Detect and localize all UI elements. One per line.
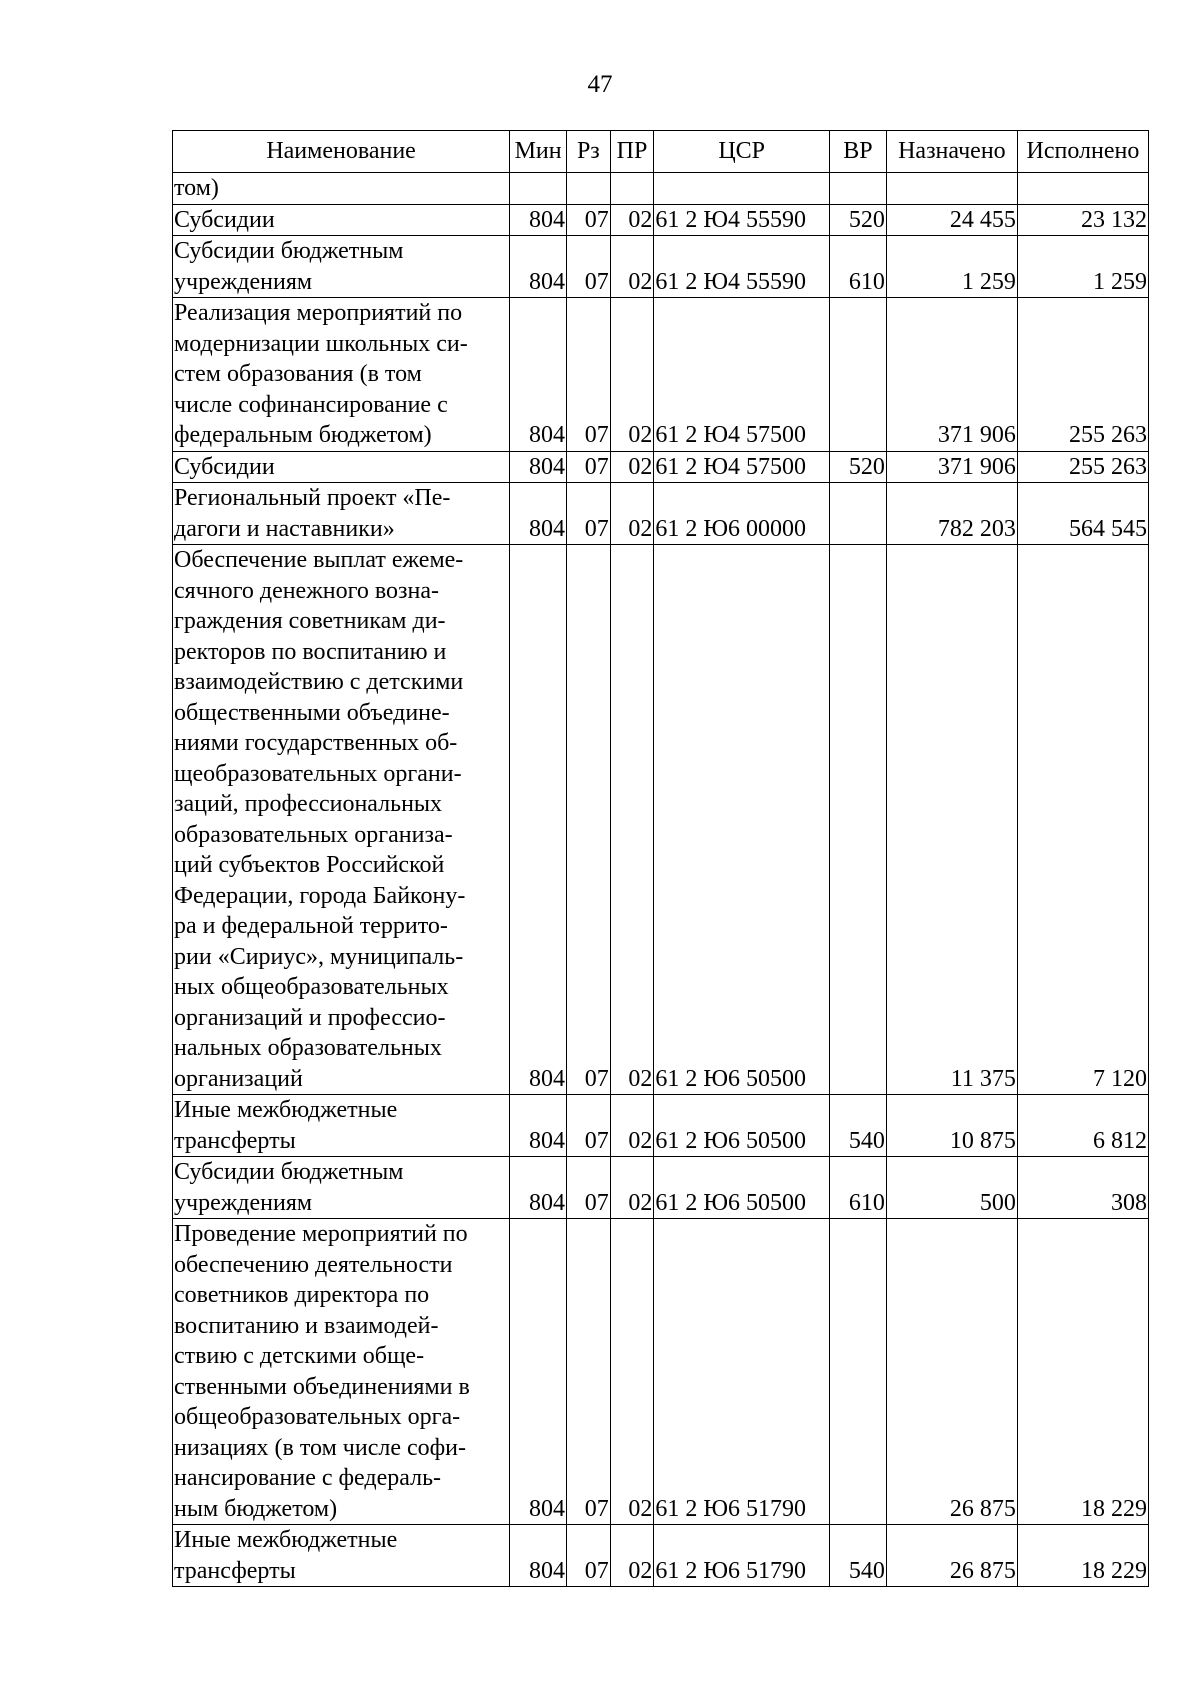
cell-executed: 255 263: [1017, 298, 1148, 452]
cell-pr: 02: [610, 451, 654, 483]
cell-min: [510, 173, 567, 205]
cell-name: Реализация мероприятий по модернизации школьных си- стем образования (в том числе софинансирование с федеральным бюджетом): [173, 298, 510, 452]
cell-assigned: 26 875: [886, 1525, 1017, 1587]
cell-vr: [830, 545, 887, 1095]
header-pr: ПР: [610, 131, 654, 173]
cell-pr: 02: [610, 1095, 654, 1157]
cell-csr: 61 2 Ю4 55590: [654, 204, 830, 236]
cell-vr: [830, 298, 887, 452]
cell-rz: 07: [567, 451, 611, 483]
cell-executed: 18 229: [1017, 1219, 1148, 1525]
cell-csr: 61 2 Ю6 00000: [654, 483, 830, 545]
table-row: [173, 483, 1149, 545]
cell-min: 804: [510, 1219, 567, 1525]
cell-vr: 540: [830, 1525, 887, 1587]
cell-vr: [830, 173, 887, 205]
cell-executed: 18 229: [1017, 1525, 1148, 1587]
cell-executed: 255 263: [1017, 451, 1148, 483]
cell-executed: 1 259: [1017, 236, 1148, 298]
cell-assigned: 26 875: [886, 1219, 1017, 1525]
cell-pr: 02: [610, 298, 654, 452]
cell-assigned: 1 259: [886, 236, 1017, 298]
cell-name: Субсидии бюджетным учреждениям: [173, 236, 510, 298]
cell-assigned: 371 906: [886, 298, 1017, 452]
cell-csr: 61 2 Ю4 55590: [654, 236, 830, 298]
page-number: 47: [587, 71, 613, 98]
cell-rz: 07: [567, 1095, 611, 1157]
cell-csr: 61 2 Ю4 57500: [654, 298, 830, 452]
header-assigned: Назначено: [886, 131, 1017, 173]
cell-assigned: 500: [886, 1157, 1017, 1219]
header-row: [173, 131, 1149, 173]
cell-min: 804: [510, 545, 567, 1095]
cell-name: том): [173, 173, 510, 205]
cell-min: 804: [510, 1525, 567, 1587]
cell-name: Субсидии: [173, 204, 510, 236]
header-csr: ЦСР: [654, 131, 830, 173]
cell-assigned: 371 906: [886, 451, 1017, 483]
cell-vr: [830, 483, 887, 545]
table-row: [173, 173, 1149, 205]
cell-vr: [830, 1219, 887, 1525]
cell-rz: 07: [567, 204, 611, 236]
cell-rz: 07: [567, 236, 611, 298]
table-row: [173, 236, 1149, 298]
cell-csr: 61 2 Ю6 50500: [654, 1095, 830, 1157]
cell-vr: 610: [830, 236, 887, 298]
cell-min: 804: [510, 1157, 567, 1219]
cell-name: Проведение мероприятий по обеспечению деятельности советников директора по воспитанию и взаимодей- ствию с детскими обще- ственными объединениями в общеобразовательных орга- низациях (в том числе софи- нансирование с федераль- ным бюджетом): [173, 1219, 510, 1525]
cell-rz: 07: [567, 1157, 611, 1219]
cell-pr: [610, 173, 654, 205]
cell-rz: 07: [567, 545, 611, 1095]
cell-rz: 07: [567, 1219, 611, 1525]
cell-rz: 07: [567, 298, 611, 452]
table-row: [173, 451, 1149, 483]
table-row: [173, 1525, 1149, 1587]
table-row: [173, 545, 1149, 1095]
header-executed: Исполнено: [1017, 131, 1148, 173]
cell-min: 804: [510, 236, 567, 298]
cell-assigned: [886, 173, 1017, 205]
budget-table: [172, 130, 1149, 1587]
table-row: [173, 298, 1149, 452]
cell-min: 804: [510, 451, 567, 483]
table-body: [173, 173, 1149, 1587]
cell-executed: 7 120: [1017, 545, 1148, 1095]
table-row: [173, 1157, 1149, 1219]
cell-csr: [654, 173, 830, 205]
cell-csr: 61 2 Ю6 51790: [654, 1525, 830, 1587]
cell-assigned: 11 375: [886, 545, 1017, 1095]
table-row: [173, 1219, 1149, 1525]
cell-pr: 02: [610, 483, 654, 545]
cell-name: Иные межбюджетные трансферты: [173, 1095, 510, 1157]
cell-rz: 07: [567, 483, 611, 545]
table-row: [173, 1095, 1149, 1157]
cell-csr: 61 2 Ю4 57500: [654, 451, 830, 483]
cell-pr: 02: [610, 1525, 654, 1587]
cell-csr: 61 2 Ю6 50500: [654, 1157, 830, 1219]
table-row: [173, 204, 1149, 236]
cell-vr: 610: [830, 1157, 887, 1219]
cell-min: 804: [510, 483, 567, 545]
cell-name: Субсидии: [173, 451, 510, 483]
cell-pr: 02: [610, 236, 654, 298]
cell-rz: 07: [567, 1525, 611, 1587]
cell-assigned: 10 875: [886, 1095, 1017, 1157]
cell-executed: [1017, 173, 1148, 205]
cell-csr: 61 2 Ю6 50500: [654, 545, 830, 1095]
cell-pr: 02: [610, 1219, 654, 1525]
cell-executed: 564 545: [1017, 483, 1148, 545]
cell-executed: 308: [1017, 1157, 1148, 1219]
cell-vr: 520: [830, 451, 887, 483]
cell-assigned: 782 203: [886, 483, 1017, 545]
cell-pr: 02: [610, 545, 654, 1095]
cell-executed: 6 812: [1017, 1095, 1148, 1157]
cell-csr: 61 2 Ю6 51790: [654, 1219, 830, 1525]
cell-executed: 23 132: [1017, 204, 1148, 236]
cell-pr: 02: [610, 1157, 654, 1219]
cell-min: 804: [510, 1095, 567, 1157]
cell-assigned: 24 455: [886, 204, 1017, 236]
cell-min: 804: [510, 298, 567, 452]
header-vr: ВР: [830, 131, 887, 173]
cell-name: Субсидии бюджетным учреждениям: [173, 1157, 510, 1219]
header-min: Мин: [510, 131, 567, 173]
cell-min: 804: [510, 204, 567, 236]
cell-vr: 520: [830, 204, 887, 236]
cell-pr: 02: [610, 204, 654, 236]
cell-name: Иные межбюджетные трансферты: [173, 1525, 510, 1587]
cell-rz: [567, 173, 611, 205]
header-name: Наименование: [173, 131, 510, 173]
header-rz: Рз: [567, 131, 611, 173]
cell-name: Региональный проект «Пе- дагоги и наставники»: [173, 483, 510, 545]
cell-name: Обеспечение выплат ежеме- сячного денежного возна- граждения советникам ди- ректоров по воспитанию и взаимодействию с детскими общественными объедине- ниями государственных об- щеобразовательных органи- заций, профессиональных образовательных организа- ций субъектов Российской Федерации, города Байкону- ра и федеральной террито- рии «Сириус», муниципаль- ных общеобразовательных организаций и профессио- нальных образовательных организаций: [173, 545, 510, 1095]
cell-vr: 540: [830, 1095, 887, 1157]
